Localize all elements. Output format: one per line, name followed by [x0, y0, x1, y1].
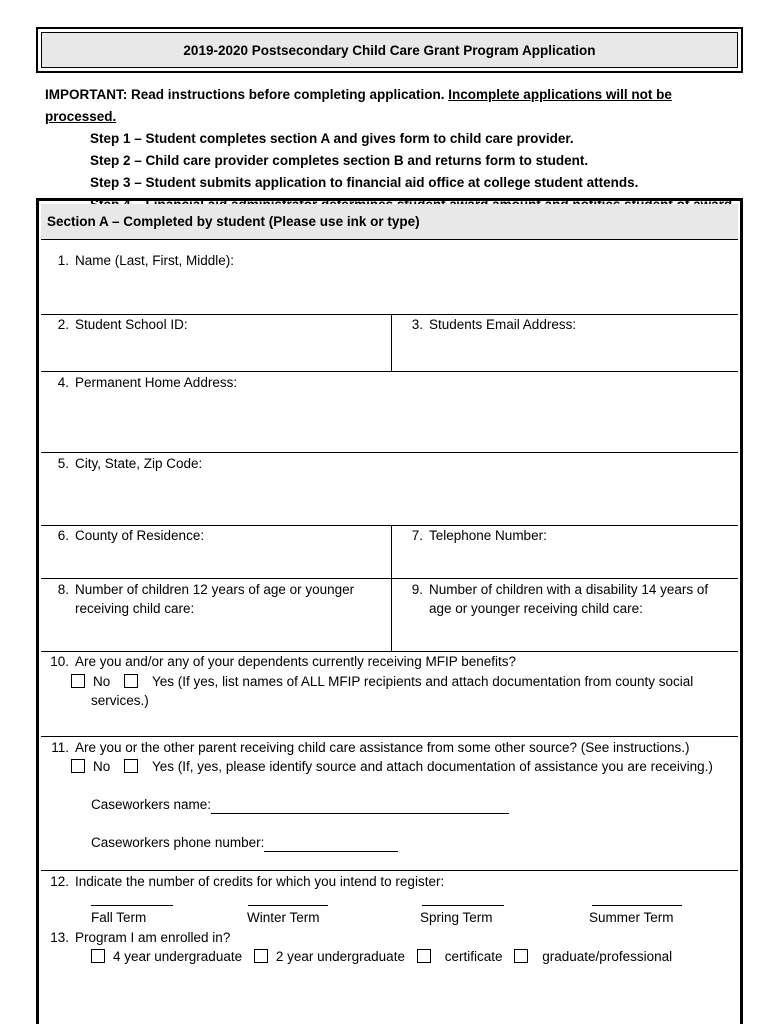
assistance-no-label: No — [93, 759, 111, 774]
program-options — [91, 947, 751, 966]
summer-term-line[interactable] — [592, 905, 682, 906]
caseworker-phone-field[interactable] — [91, 833, 398, 852]
children-disability-label: Number of children with a disability 14 years of — [429, 582, 709, 597]
assistance-options — [71, 757, 741, 776]
mfip-question: 10. Are you and/or any of your dependents currently receiving MFIP benefits? — [50, 654, 516, 669]
mfip-options — [71, 672, 741, 710]
caseworker-name-label: Caseworkers name: — [91, 797, 212, 812]
mfip-yes-label-2: services.) — [91, 693, 149, 708]
important-note — [45, 84, 745, 128]
children-disability-label-2: age or younger receiving child care: — [429, 601, 643, 616]
program-graduate-label: graduate/professional — [542, 949, 673, 964]
program-question: 13. Program I am enrolled in? — [50, 930, 231, 945]
children-count-field[interactable]: 8. Number of children 12 years of age or younger receiving child care: — [45, 580, 354, 618]
fall-term-line[interactable] — [91, 905, 173, 906]
program-2yr-label: 2 year undergraduate — [275, 949, 405, 964]
step-3: Step 3 – Student submits application to financial aid office at college student attends. — [90, 175, 639, 190]
mfip-yes-label: Yes (If yes, list names of ALL MFIP recipients and attach documentation from county social — [152, 674, 694, 689]
city-state-zip-field[interactable]: 5. City, State, Zip Code: — [57, 456, 203, 471]
program-question-text: Program I am enrolled in? — [75, 930, 231, 945]
telephone-label: Telephone Number: — [429, 528, 547, 543]
program-certificate-checkbox[interactable] — [417, 949, 431, 963]
important-warning: Incomplete applications will not be processed. — [45, 87, 672, 124]
program-certificate-label: certificate — [444, 949, 503, 964]
children-count-label: Number of children 12 years of age or younger — [75, 582, 355, 597]
credits-question-text: Indicate the number of credits for which you intend to register: — [75, 874, 445, 889]
caseworker-phone-label: Caseworkers phone number: — [91, 835, 265, 850]
spring-term-label: Spring Term — [420, 910, 493, 925]
winter-term-line[interactable] — [248, 905, 328, 906]
mfip-no-label: No — [93, 674, 111, 689]
program-2yr-checkbox[interactable] — [254, 949, 268, 963]
fall-term-label: Fall Term — [91, 910, 147, 925]
step-1: Step 1 – Student completes section A and gives form to child care provider. — [90, 131, 574, 146]
title-box — [36, 27, 743, 73]
mfip-yes-checkbox[interactable] — [124, 674, 138, 688]
spring-term-line[interactable] — [422, 905, 504, 906]
city-state-zip-label: City, State, Zip Code: — [75, 456, 203, 471]
section-a-form — [36, 198, 743, 1024]
assistance-yes-checkbox[interactable] — [124, 759, 138, 773]
program-4yr-label: 4 year undergraduate — [113, 949, 243, 964]
program-graduate-checkbox[interactable] — [514, 949, 528, 963]
section-a-header: Section A – Completed by student (Please use ink or type) — [41, 204, 738, 240]
name-field[interactable]: 1. Name (Last, First, Middle): — [57, 253, 235, 268]
home-address-label: Permanent Home Address: — [75, 375, 238, 390]
page-title: 2019-2020 Postsecondary Child Care Grant Program Application — [41, 32, 738, 68]
student-id-field[interactable]: 2. Student School ID: — [57, 317, 188, 332]
telephone-field[interactable]: 7. Telephone Number: — [411, 528, 547, 543]
children-count-label-2: receiving child care: — [75, 601, 195, 616]
caseworker-name-field[interactable] — [91, 795, 509, 814]
mfip-no-checkbox[interactable] — [71, 674, 85, 688]
county-field[interactable]: 6. County of Residence: — [57, 528, 205, 543]
assistance-no-checkbox[interactable] — [71, 759, 85, 773]
caseworker-name-line[interactable] — [211, 799, 509, 814]
assistance-question-text: Are you or the other parent receiving child care assistance from some other source? (See instructions.) — [75, 740, 690, 755]
email-label: Students Email Address: — [429, 317, 577, 332]
assistance-question: 11. Are you or the other parent receiving child care assistance from some other source? (See instructions.) — [51, 740, 690, 755]
county-label: County of Residence: — [75, 528, 205, 543]
instructions — [45, 84, 745, 216]
summer-term-label: Summer Term — [589, 910, 674, 925]
winter-term-label: Winter Term — [247, 910, 320, 925]
caseworker-phone-line[interactable] — [264, 837, 398, 852]
name-label: Name (Last, First, Middle): — [75, 253, 235, 268]
program-4yr-checkbox[interactable] — [91, 949, 105, 963]
important-label: IMPORTANT: Read instructions before completing application. — [45, 87, 445, 102]
email-field[interactable]: 3. Students Email Address: — [411, 317, 577, 332]
step-2: Step 2 – Child care provider completes section B and returns form to student. — [90, 153, 589, 168]
children-disability-field[interactable]: 9. Number of children with a disability 14 years of age or younger receiving child care: — [399, 580, 708, 618]
mfip-question-text: Are you and/or any of your dependents currently receiving MFIP benefits? — [75, 654, 516, 669]
credits-question: 12. Indicate the number of credits for which you intend to register: — [50, 874, 445, 889]
home-address-field[interactable]: 4. Permanent Home Address: — [57, 375, 238, 390]
student-id-label: Student School ID: — [75, 317, 188, 332]
assistance-yes-label: Yes (If, yes, please identify source and attach documentation of assistance you are receiving.) — [152, 759, 713, 774]
